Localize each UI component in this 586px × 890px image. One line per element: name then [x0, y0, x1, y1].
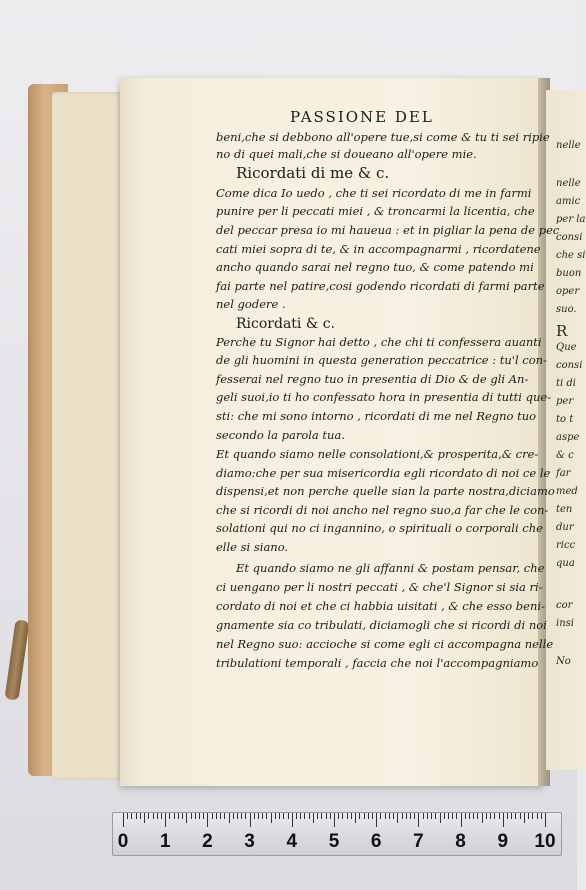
ruler-tick — [309, 813, 310, 819]
ruler-label: 7 — [413, 831, 424, 852]
section-heading: Ricordati di me & c. — [236, 164, 390, 182]
ruler-tick — [499, 813, 500, 819]
ruler-label: 1 — [159, 831, 171, 852]
ruler-tick — [254, 813, 255, 819]
text-line: secondo la parola tua. — [216, 428, 345, 442]
ruler-tick — [296, 813, 297, 819]
ruler-label: 5 — [328, 831, 340, 852]
ruler-label: 3 — [244, 831, 255, 852]
ruler-tick — [161, 813, 162, 819]
facing-text-fragment: oper — [556, 286, 580, 297]
ruler-tick — [427, 813, 428, 819]
ruler-tick — [330, 813, 331, 819]
ruler-tick — [452, 813, 453, 819]
ruler-tick — [317, 813, 318, 819]
ruler-tick — [266, 813, 267, 819]
text-line: fai parte nel patire,cosi godendo ricordati di farmi parte — [216, 279, 545, 293]
ruler-tick — [123, 813, 124, 827]
ruler-tick — [355, 813, 356, 823]
facing-text-fragment: per — [556, 396, 574, 407]
ruler-tick — [406, 813, 407, 819]
text-line: cordato di noi et che ci habbia uisitati , & che esso beni- — [216, 599, 545, 613]
ruler-label: 0 — [117, 831, 129, 852]
text-line: dispensi,et non perche quelle sian la parte nostra,diciamo — [216, 484, 555, 498]
ruler-tick — [410, 813, 411, 819]
text-line: punire per li peccati miei , & troncarmi la licentia, che — [216, 204, 535, 218]
ruler-tick — [482, 813, 483, 823]
ruler-label: 9 — [497, 831, 509, 852]
ruler-tick — [414, 813, 415, 819]
ruler-tick — [224, 813, 225, 819]
text-line: ancho quando sarai nel regno tuo, & come patendo mi — [216, 260, 534, 274]
ruler-tick — [216, 813, 217, 819]
text-line: geli suoi,io ti ho confessato hora in presentia di tutti que- — [216, 390, 552, 404]
facing-text-fragment: aspe — [556, 432, 580, 443]
facing-text-fragment: R — [556, 322, 568, 340]
ruler-tick — [507, 813, 508, 819]
ruler-tick — [448, 813, 449, 819]
text-line: ci uengano per li nostri peccati , & che'l Signor si sia ri- — [216, 580, 543, 594]
text-line: fesserai nel regno tuo in presentia di Dio & de gli An- — [216, 372, 529, 386]
facing-text-fragment: ti di — [556, 378, 576, 389]
facing-text-fragment: consi — [556, 232, 583, 243]
facing-text-fragment: med — [556, 486, 578, 497]
ruler-tick — [182, 813, 183, 819]
ruler-label: 4 — [286, 831, 298, 852]
ruler-tick — [515, 813, 516, 819]
text-line: no di quei mali,che si doueano all'opere mie. — [216, 147, 477, 161]
ruler-tick — [461, 813, 462, 827]
ruler-label: 10 — [534, 831, 556, 852]
ruler-tick — [203, 813, 204, 819]
ruler-tick — [477, 813, 478, 819]
ruler-tick — [212, 813, 213, 819]
running-head: PASSIONE DEL — [290, 108, 434, 126]
facing-text-fragment: suo. — [556, 304, 577, 315]
ruler-tick — [304, 813, 305, 819]
ruler-tick — [186, 813, 187, 823]
ruler-tick — [300, 813, 301, 819]
ruler-tick — [178, 813, 179, 819]
text-line: solationi qui no ci ingannino, o spirituali o corporali che — [216, 521, 543, 535]
ruler-tick — [469, 813, 470, 819]
ruler-label: 2 — [202, 831, 213, 852]
ruler-tick — [220, 813, 221, 819]
ruler-tick — [275, 813, 276, 819]
ruler-tick — [258, 813, 259, 819]
text-line: Perche tu Signor hai detto , che chi ti confessera auanti — [216, 335, 542, 349]
ruler-tick — [191, 813, 192, 819]
text-line: elle si siano. — [216, 540, 289, 554]
ruler-tick — [347, 813, 348, 819]
ruler-tick — [140, 813, 141, 819]
ruler-tick — [153, 813, 154, 819]
facing-text-fragment: per la — [556, 214, 586, 225]
ruler-tick — [444, 813, 445, 819]
ruler-tick — [313, 813, 314, 823]
text-line: Come dica Io uedo , che ti sei ricordato di me in farmi — [216, 186, 532, 200]
ruler-tick — [440, 813, 441, 823]
ruler-tick — [174, 813, 175, 819]
ruler-tick — [207, 813, 208, 827]
ruler-tick — [359, 813, 360, 819]
ruler-tick — [334, 813, 335, 827]
facing-text-fragment: ten — [556, 504, 573, 515]
facing-text-fragment: amic — [556, 196, 581, 207]
ruler-tick — [195, 813, 196, 819]
ruler-tick — [262, 813, 263, 819]
facing-text-fragment: Que — [556, 342, 577, 353]
facing-text-fragment: nelle — [556, 140, 581, 151]
ruler-tick — [368, 813, 369, 819]
ruler-tick — [144, 813, 145, 823]
ruler-tick — [241, 813, 242, 819]
ruler-tick — [364, 813, 365, 819]
ruler-tick — [435, 813, 436, 819]
ruler-tick — [283, 813, 284, 819]
facing-text-fragment: buon — [556, 268, 582, 279]
ruler-tick — [431, 813, 432, 819]
ruler-tick — [389, 813, 390, 819]
ruler-tick — [385, 813, 386, 819]
ruler-tick — [288, 813, 289, 819]
ruler-tick — [233, 813, 234, 819]
text-line: cati miei sopra di te, & in accompagnarmi , ricordatene — [216, 242, 541, 256]
facing-text-fragment: to t — [556, 414, 574, 425]
text-line: Et quando siamo ne gli affanni & postam pensar, che — [236, 561, 545, 575]
facing-page — [546, 90, 586, 770]
scale-ruler — [112, 812, 562, 856]
ruler-tick — [292, 813, 293, 827]
ruler-tick — [136, 813, 137, 819]
ruler-tick — [169, 813, 170, 819]
ruler-label: 6 — [370, 831, 382, 852]
facing-text-fragment: & c — [556, 450, 574, 461]
ruler-tick — [127, 813, 128, 819]
ruler-tick — [528, 813, 529, 819]
ruler-tick — [326, 813, 327, 819]
ruler-tick — [537, 813, 538, 819]
ruler-tick — [250, 813, 251, 827]
text-line: gnamente sia co tribulati, diciamogli che si ricordi di noi — [216, 618, 547, 632]
ruler-tick — [342, 813, 343, 819]
facing-text-fragment: qua — [556, 558, 575, 569]
facing-text-fragment: nelle — [556, 178, 581, 189]
ruler-tick — [376, 813, 377, 827]
ruler-tick — [237, 813, 238, 819]
text-line: tribulationi temporali , faccia che noi l'accompagniamo — [216, 656, 539, 670]
ruler-tick — [490, 813, 491, 819]
ruler-tick — [351, 813, 352, 819]
ruler-tick — [524, 813, 525, 823]
ruler-tick — [271, 813, 272, 823]
ruler-tick — [473, 813, 474, 819]
ruler-tick — [165, 813, 166, 827]
ruler-tick — [229, 813, 230, 823]
ruler-tick — [494, 813, 495, 819]
ruler-tick — [423, 813, 424, 819]
page-edges — [52, 92, 124, 780]
facing-text-fragment: dur — [556, 522, 574, 533]
ruler-tick — [279, 813, 280, 819]
text-line: che si ricordi di noi ancho nel regno suo,a far che le con- — [216, 503, 549, 517]
facing-text-fragment: ricc — [556, 540, 576, 551]
ruler-tick — [402, 813, 403, 819]
ruler-tick — [338, 813, 339, 819]
text-line: de gli huomini in questa generation peccatrice : tu'l con- — [216, 353, 547, 367]
ruler-tick — [321, 813, 322, 819]
text-line: nel Regno suo: accioche si come egli ci accompagna nelle — [216, 637, 554, 651]
text-line: sti: che mi sono intorno , ricordati di me nel Regno tuo — [216, 409, 537, 423]
facing-text-fragment: consi — [556, 360, 583, 371]
text-line: Et quando siamo nelle consolationi,& prosperita,& cre- — [216, 447, 539, 461]
ruler-tick — [418, 813, 419, 827]
facing-text-fragment: cor — [556, 600, 573, 611]
ruler-tick — [503, 813, 504, 827]
section-heading: Ricordati & c. — [236, 316, 336, 332]
text-line: diamo:che per sua misericordia egli ricordato di noi ce le — [216, 466, 551, 480]
ruler-tick — [157, 813, 158, 819]
facing-text-fragment: far — [556, 468, 571, 479]
text-line: nel godere . — [216, 297, 286, 311]
ruler-tick — [456, 813, 457, 819]
facing-text-fragment: No — [556, 656, 571, 667]
ruler-tick — [372, 813, 373, 819]
facing-text-fragment: che si — [556, 250, 586, 261]
facing-text-fragment: insi — [556, 618, 574, 629]
ruler-tick — [199, 813, 200, 819]
ruler-tick — [245, 813, 246, 819]
ruler-tick — [397, 813, 398, 823]
text-line: del peccar presa io mi haueua : et in pigliar la pena de pec — [216, 223, 560, 237]
ruler-tick — [148, 813, 149, 819]
ruler-tick — [532, 813, 533, 819]
ruler-label: 8 — [455, 831, 466, 852]
ruler-tick — [380, 813, 381, 819]
ruler-tick — [541, 813, 542, 819]
ruler-tick — [465, 813, 466, 819]
ruler-tick — [545, 813, 546, 827]
text-line: beni,che si debbono all'opere tue,si come & tu ti sei ripie — [216, 130, 550, 144]
ruler-tick — [131, 813, 132, 819]
ruler-tick — [486, 813, 487, 819]
ruler-tick — [393, 813, 394, 819]
ruler-tick — [511, 813, 512, 819]
ruler-tick — [520, 813, 521, 819]
